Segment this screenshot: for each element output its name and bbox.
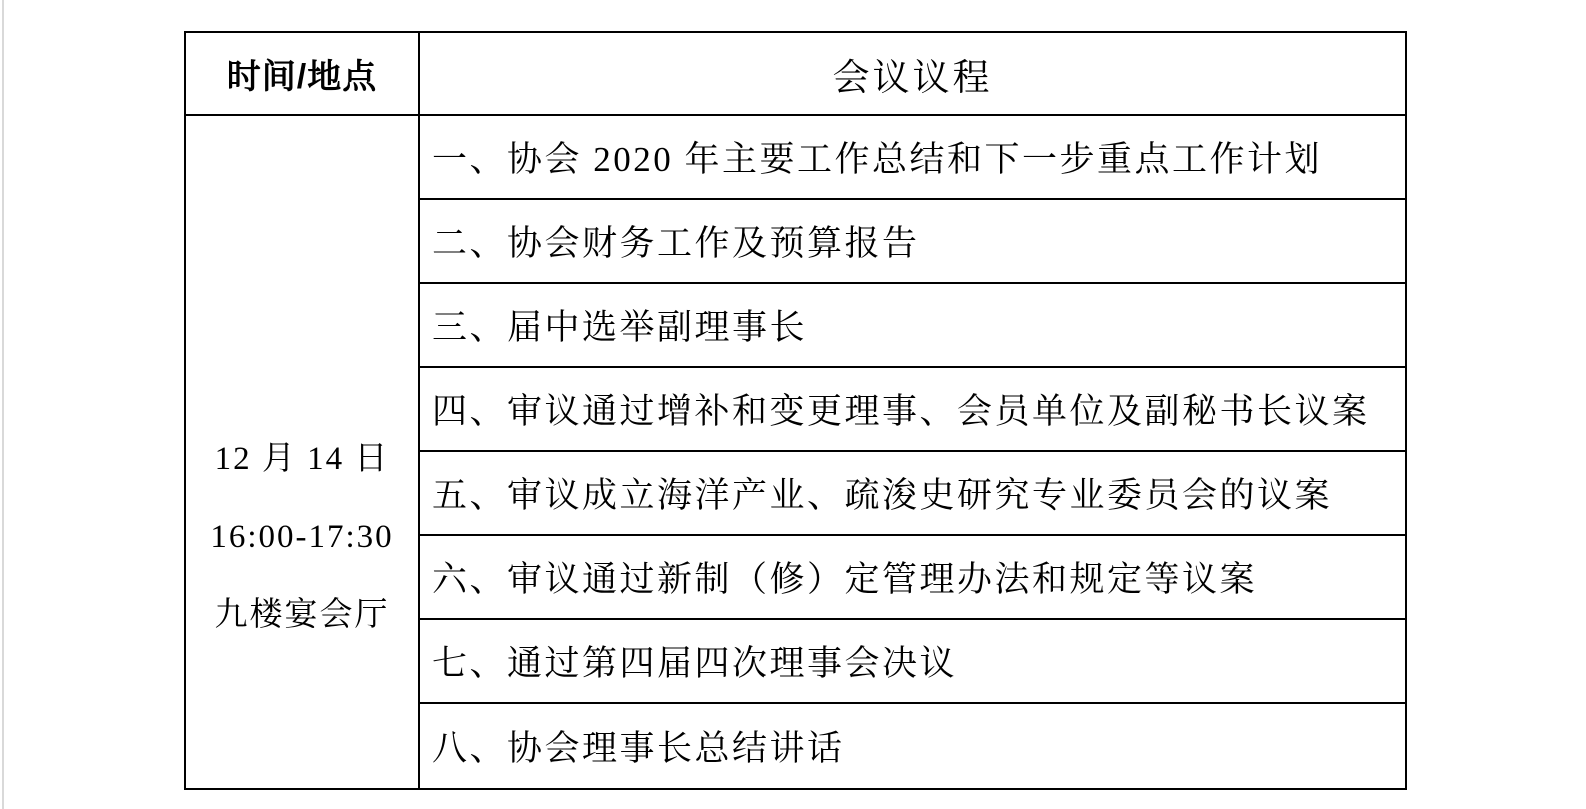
header-time-location [186, 33, 420, 116]
agenda-item-4 [420, 368, 1405, 452]
agenda-item-3 [420, 284, 1405, 368]
agenda-item-4-text: 四、审议通过增补和变更理事、会员单位及副秘书长议案 [432, 392, 1370, 431]
schedule-cell [186, 116, 420, 788]
agenda-item-1 [420, 116, 1405, 200]
agenda-item-8-text: 八、协会理事长总结讲话 [432, 729, 845, 768]
agenda-item-8 [420, 704, 1405, 788]
schedule-date: 12 月 14 日 [214, 441, 390, 477]
agenda-item-2-text: 二、协会财务工作及预算报告 [432, 224, 920, 263]
agenda-item-1-text: 一、协会 2020 年主要工作总结和下一步重点工作计划 [432, 140, 1323, 179]
agenda-item-7-text: 七、通过第四届四次理事会决议 [432, 644, 958, 683]
agenda-item-7 [420, 620, 1405, 704]
agenda-item-2 [420, 200, 1405, 284]
header-agenda [420, 33, 1405, 116]
meeting-agenda-table [184, 31, 1407, 790]
schedule-time: 16:00-17:30 [210, 519, 394, 555]
agenda-item-6 [420, 536, 1405, 620]
page-edge-line [2, 0, 4, 809]
header-agenda-label: 会议议程 [832, 57, 993, 99]
header-time-location-label: 时间/地点 [226, 58, 378, 96]
schedule-location: 九楼宴会厅 [214, 597, 390, 633]
agenda-item-6-text: 六、审议通过新制（修）定管理办法和规定等议案 [432, 560, 1258, 599]
agenda-item-5 [420, 452, 1405, 536]
agenda-item-5-text: 五、审议成立海洋产业、疏浚史研究专业委员会的议案 [432, 476, 1333, 515]
agenda-item-3-text: 三、届中选举副理事长 [432, 308, 808, 347]
